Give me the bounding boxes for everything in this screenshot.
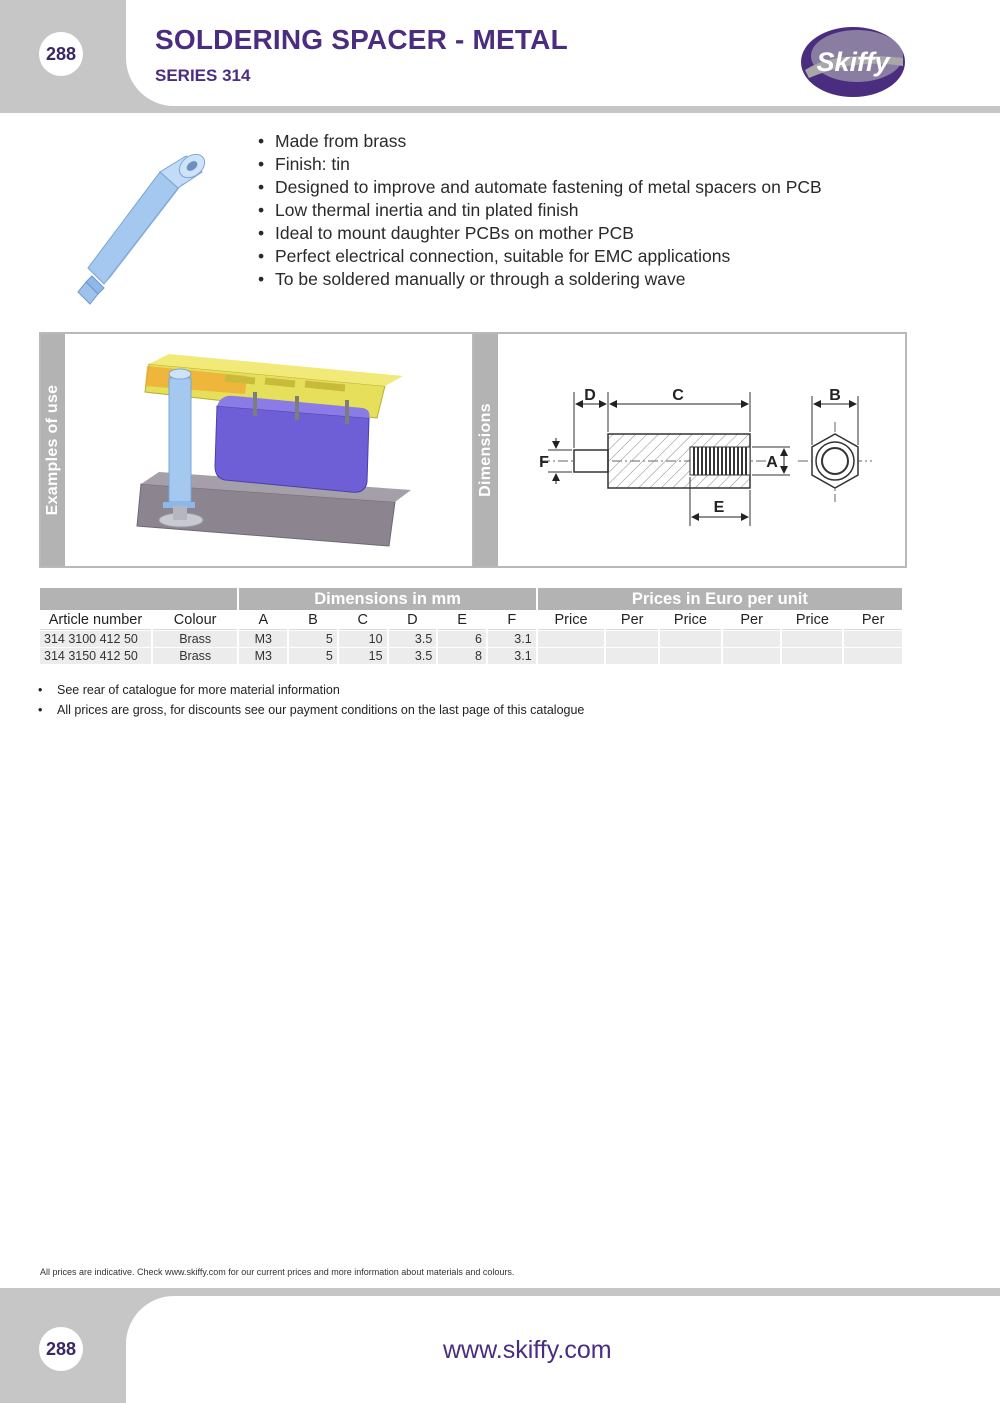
dim-c-cell: 15 (339, 648, 387, 664)
dimensions-label: Dimensions (477, 403, 494, 497)
column-header: E (438, 611, 486, 630)
colour-cell: Brass (153, 648, 238, 664)
price-cell (660, 648, 721, 664)
column-header: Per (723, 611, 781, 630)
per-cell (723, 631, 781, 647)
dim-label-d: D (584, 387, 596, 404)
dim-d-cell: 3.5 (389, 631, 437, 647)
price-disclaimer: All prices are indicative. Check www.skiffy.com for our current prices and more information about materials and colours. (40, 1267, 515, 1277)
price-cell (538, 631, 605, 647)
dim-f-cell: 3.1 (488, 648, 536, 664)
per-cell (606, 631, 658, 647)
column-header: C (339, 611, 387, 630)
dimensions-label-bar (474, 334, 498, 566)
skiffy-logo (795, 22, 910, 100)
feature-item: • Low thermal inertia and tin plated finish (258, 199, 822, 222)
logo-wordmark: Skiffy (816, 47, 890, 77)
examples-label: Examples of use (44, 384, 61, 516)
column-header: Colour (153, 611, 238, 630)
examples-label-bar (41, 334, 65, 566)
dim-c-cell: 10 (339, 631, 387, 647)
column-header: Price (660, 611, 721, 630)
per-cell (723, 648, 781, 664)
table-column-header-row (40, 611, 902, 630)
price-cell (782, 648, 842, 664)
dim-a-cell: M3 (239, 631, 287, 647)
dim-label-c: C (672, 387, 684, 404)
dim-label-a: A (766, 454, 778, 471)
dim-a-cell: M3 (239, 648, 287, 664)
column-header: Per (844, 611, 902, 630)
group-header-prices: Prices in Euro per unit (538, 588, 902, 610)
dim-e-cell: 8 (438, 648, 486, 664)
dim-label-e: E (713, 499, 725, 516)
article-number-cell: 314 3100 412 50 (40, 631, 151, 647)
column-header: B (289, 611, 337, 630)
column-header: Price (782, 611, 842, 630)
feature-list (258, 130, 822, 291)
examples-panel (39, 332, 474, 568)
dim-e-cell: 6 (438, 631, 486, 647)
page-number-bottom: 288 (39, 1327, 83, 1371)
column-header: Per (606, 611, 658, 630)
column-header: Price (538, 611, 605, 630)
colour-cell: Brass (153, 631, 238, 647)
article-number-cell: 314 3150 412 50 (40, 648, 151, 664)
table-row (40, 648, 902, 664)
feature-item: • Made from brass (258, 130, 822, 153)
feature-item: • Perfect electrical connection, suitable for EMC applications (258, 245, 822, 268)
column-header: F (488, 611, 536, 630)
per-cell (606, 648, 658, 664)
page-number-top: 288 (39, 32, 83, 76)
dim-d-cell: 3.5 (389, 648, 437, 664)
column-header: Article number (40, 611, 151, 630)
notes-list (38, 681, 584, 720)
dimensions-panel (472, 332, 907, 568)
example-of-use-illustration (65, 334, 472, 566)
dim-label-b: B (829, 387, 841, 404)
dimensions-drawing (498, 334, 905, 566)
dim-b-cell: 5 (289, 648, 337, 664)
price-cell (782, 631, 842, 647)
website-link[interactable]: www.skiffy.com (443, 1336, 612, 1364)
price-cell (660, 631, 721, 647)
dim-b-cell: 5 (289, 631, 337, 647)
note-item: • All prices are gross, for discounts see our payment conditions on the last page of this catalogue (38, 701, 584, 721)
per-cell (844, 631, 902, 647)
column-header: A (239, 611, 287, 630)
feature-item: • To be soldered manually or through a soldering wave (258, 268, 822, 291)
page-title: SOLDERING SPACER - METAL (155, 24, 568, 55)
feature-item: • Finish: tin (258, 153, 822, 176)
per-cell (844, 648, 902, 664)
note-item: • See rear of catalogue for more material information (38, 681, 584, 701)
group-header-empty (40, 588, 237, 610)
spacer-product-image (68, 128, 228, 313)
series-subtitle: SERIES 314 (155, 66, 251, 85)
table-row (40, 631, 902, 647)
group-header-dimensions: Dimensions in mm (239, 588, 535, 610)
column-header: D (389, 611, 437, 630)
dim-label-f: F (539, 454, 549, 471)
dim-f-cell: 3.1 (488, 631, 536, 647)
price-cell (538, 648, 605, 664)
feature-item: • Designed to improve and automate fastening of metal spacers on PCB (258, 176, 822, 199)
feature-item: • Ideal to mount daughter PCBs on mother PCB (258, 222, 822, 245)
spec-table (38, 587, 904, 665)
table-group-header-row (40, 588, 902, 610)
